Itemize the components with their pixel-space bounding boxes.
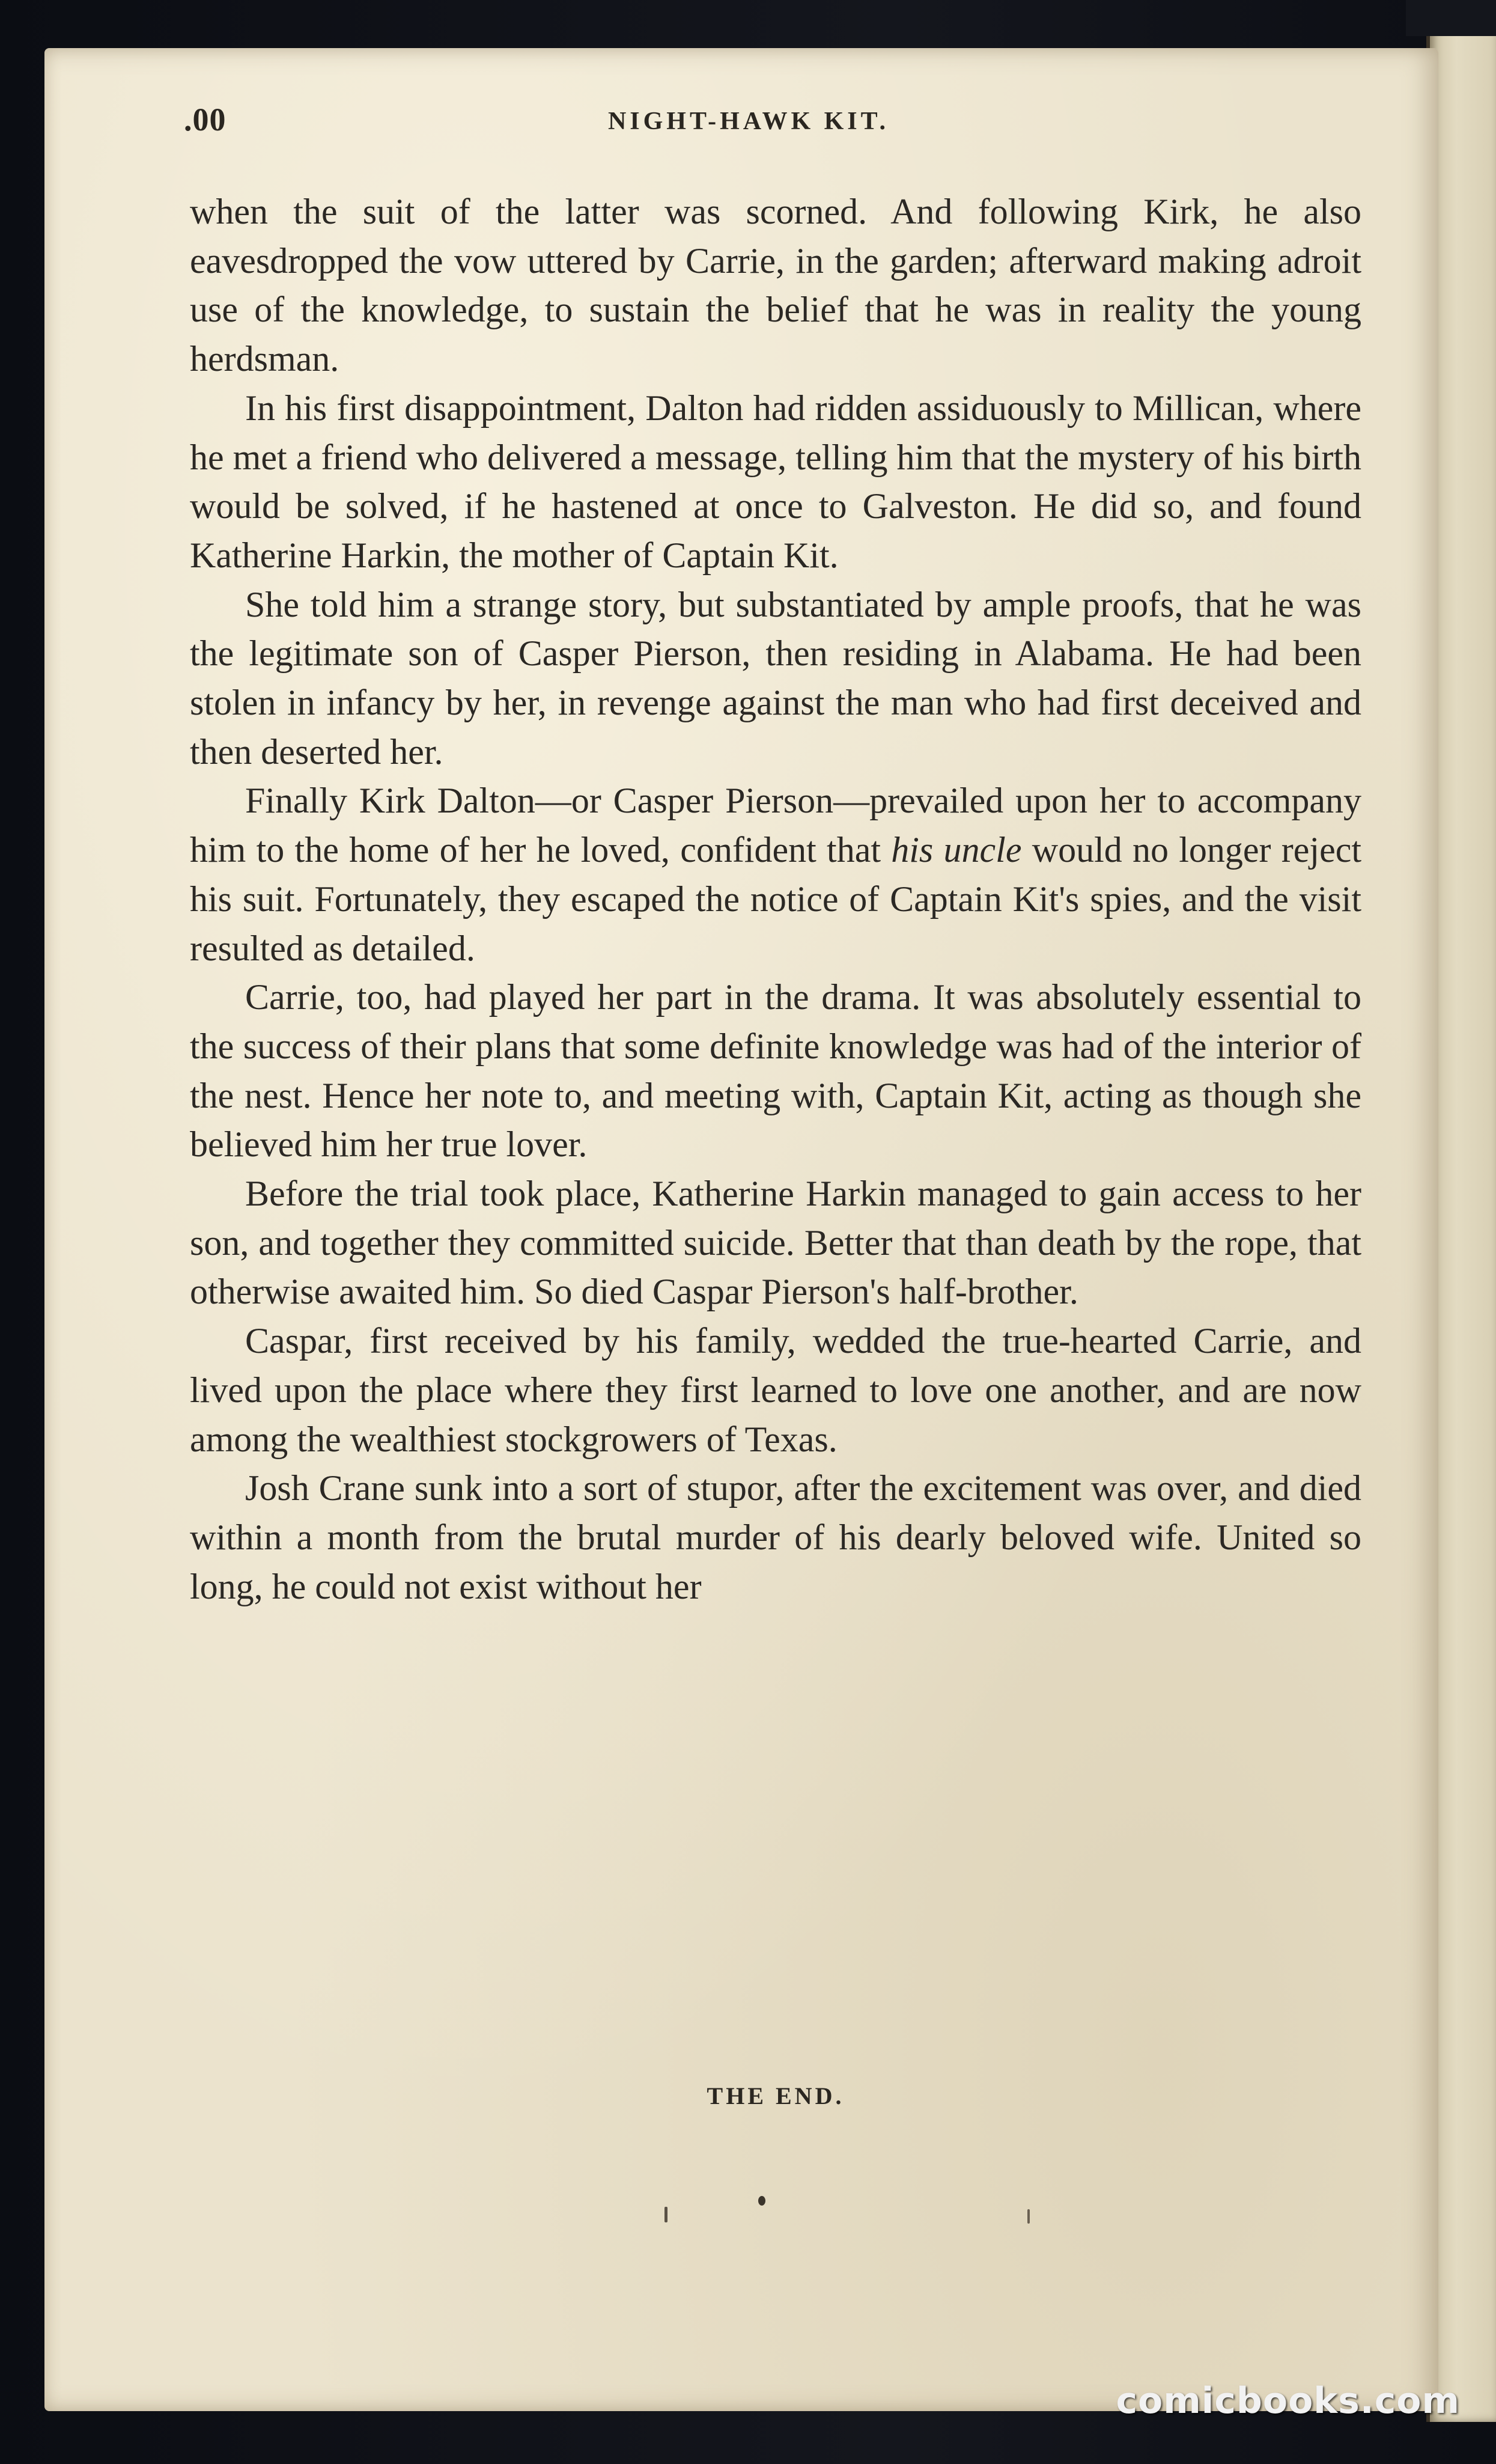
paragraph: Josh Crane sunk into a sort of stupor, after the excitement was over, and died within a month from the brutal murder of his dearly beloved wife. United so long, he could not exist without her (190, 1468, 1361, 1606)
print-speck (758, 2196, 765, 2206)
paragraph: Before the trial took place, Katherine Harkin managed to gain access to her son, and together they committed suicide. Better that than death by the rope, that otherwise awaited him. So died Caspar Pierson's half-brother. (190, 1174, 1361, 1312)
paragraph: Caspar, first received by his family, wedded the true-hearted Carrie, and lived upon the place where they first learned to love one another, and are now among the wealthiest stockgrowers of Texas. (190, 1321, 1361, 1459)
paragraph: In his first disappointment, Dalton had ridden assiduously to Millican, where he met a friend who delivered a message, telling him that the mystery of his birth would be solved, if he hastened at once to Galveston. He did so, and found Katherine Harkin, the mother of Captain Kit. (190, 388, 1361, 575)
the-end-label: THE END. (707, 2082, 845, 2109)
body-text (190, 188, 1361, 1611)
watermark-logo: comicbooks.com (1116, 2380, 1460, 2422)
binding-corner (1406, 0, 1496, 36)
print-speck (664, 2207, 667, 2222)
paragraph: She told him a strange story, but substantiated by ample proofs, that he was the legitimate son of Casper Pierson, then residing in Alabama. He had been stolen in infancy by her, in revenge against the man who had first deceived and then deserted her. (190, 584, 1361, 772)
print-speck (1027, 2209, 1030, 2224)
running-head: NIGHT-HAWK KIT. (607, 108, 890, 135)
paragraph: Carrie, too, had played her part in the drama. It was absolutely essential to the success of their plans that some definite knowledge was had of the interior of the nest. Hence her note to, and meeting with, Captain Kit, acting as though she believed him her true lover. (190, 977, 1361, 1165)
page-header (184, 101, 1313, 143)
paragraph: when the suit of the latter was scorned. And following Kirk, he also eavesdropped the vow uttered by Carrie, in the garden; afterward making adroit use of the knowledge, to sustain the belief that he was in reality the young herdsman. (190, 192, 1361, 379)
page-number: .00 (184, 102, 227, 138)
paragraph: Finally Kirk Dalton—or Casper Pierson—prevailed upon her to accompany him to the home of her he loved, confident that his uncle would no longer reject his suit. Fortunately, they escaped the notice of Captain Kit's spies, and the visit resulted as detailed. (190, 781, 1362, 968)
italic-phrase: his uncle (891, 830, 1022, 870)
